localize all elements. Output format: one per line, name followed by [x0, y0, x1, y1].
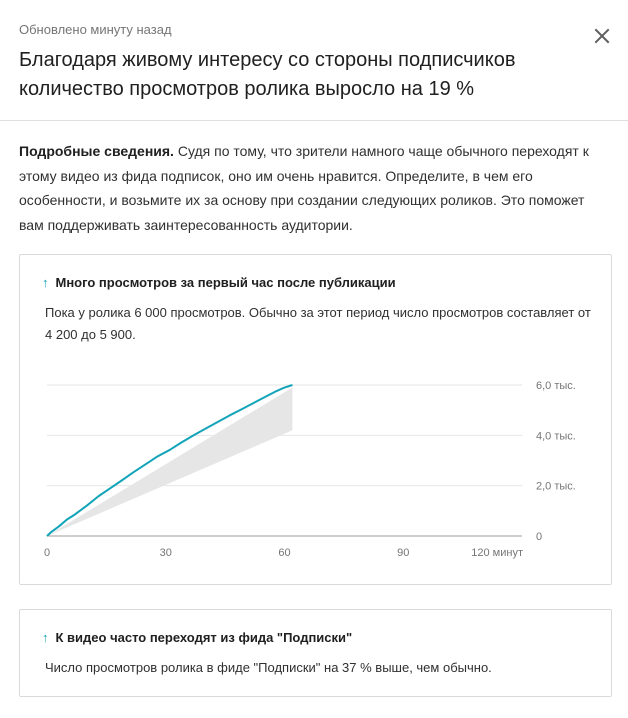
insight-card-views — [19, 254, 612, 585]
details-body: Судя по тому, что зрители намного чаще обычного переходят к этому видео из фида подписок, оно им очень нравится. Определите, в чем его особенности, и возьмите их за основу при создании следующих роликов. Это поможет вам поддерживать заинтересованность аудитории. — [19, 143, 589, 233]
notification-header — [0, 0, 628, 120]
y-tick-label: 2,0 тыс. — [536, 480, 576, 493]
card-title — [42, 630, 352, 645]
views-series-line — [47, 385, 292, 536]
updated-time: Обновлено минуту назад — [19, 22, 172, 37]
card-title-text: Много просмотров за первый час после публикации — [55, 275, 396, 290]
card-body: Число просмотров ролика в фиде "Подписки" на 37 % выше, чем обычно. — [45, 660, 492, 675]
card-body: Пока у ролика 6 000 просмотров. Обычно за этот период число просмотров составляет от 4 200 до 5 900. — [45, 305, 591, 342]
details-lead: Подробные сведения. — [19, 143, 174, 159]
x-tick-label: 0 — [43, 547, 51, 559]
divider — [0, 120, 628, 121]
x-tick-label: 120 минут — [471, 547, 523, 559]
expected-range-band — [47, 388, 292, 536]
page-title — [19, 46, 579, 104]
x-tick-label: 30 — [159, 547, 172, 559]
x-tick-label: 90 — [397, 547, 410, 559]
views-chart — [20, 355, 611, 585]
close-icon — [594, 28, 610, 44]
y-tick-label: 6,0 тыс. — [536, 380, 576, 392]
card-title-text: К видео часто переходят из фида "Подписки" — [55, 630, 353, 645]
y-tick-label: 0 — [536, 531, 543, 543]
insight-card-subscriptions — [19, 609, 612, 697]
x-tick-label: 60 — [278, 547, 291, 559]
card-title — [42, 275, 396, 290]
details-text — [19, 139, 609, 237]
arrow-up-icon: ↑ — [42, 630, 49, 645]
page-title-line: Благодаря живому интересу со стороны подписчиков — [19, 49, 516, 71]
page-title-line: количество просмотров ролика выросло на 19 % — [19, 78, 475, 100]
arrow-up-icon: ↑ — [42, 275, 49, 290]
y-tick-label: 4,0 тыс. — [536, 430, 576, 443]
close-button[interactable] — [588, 22, 616, 50]
